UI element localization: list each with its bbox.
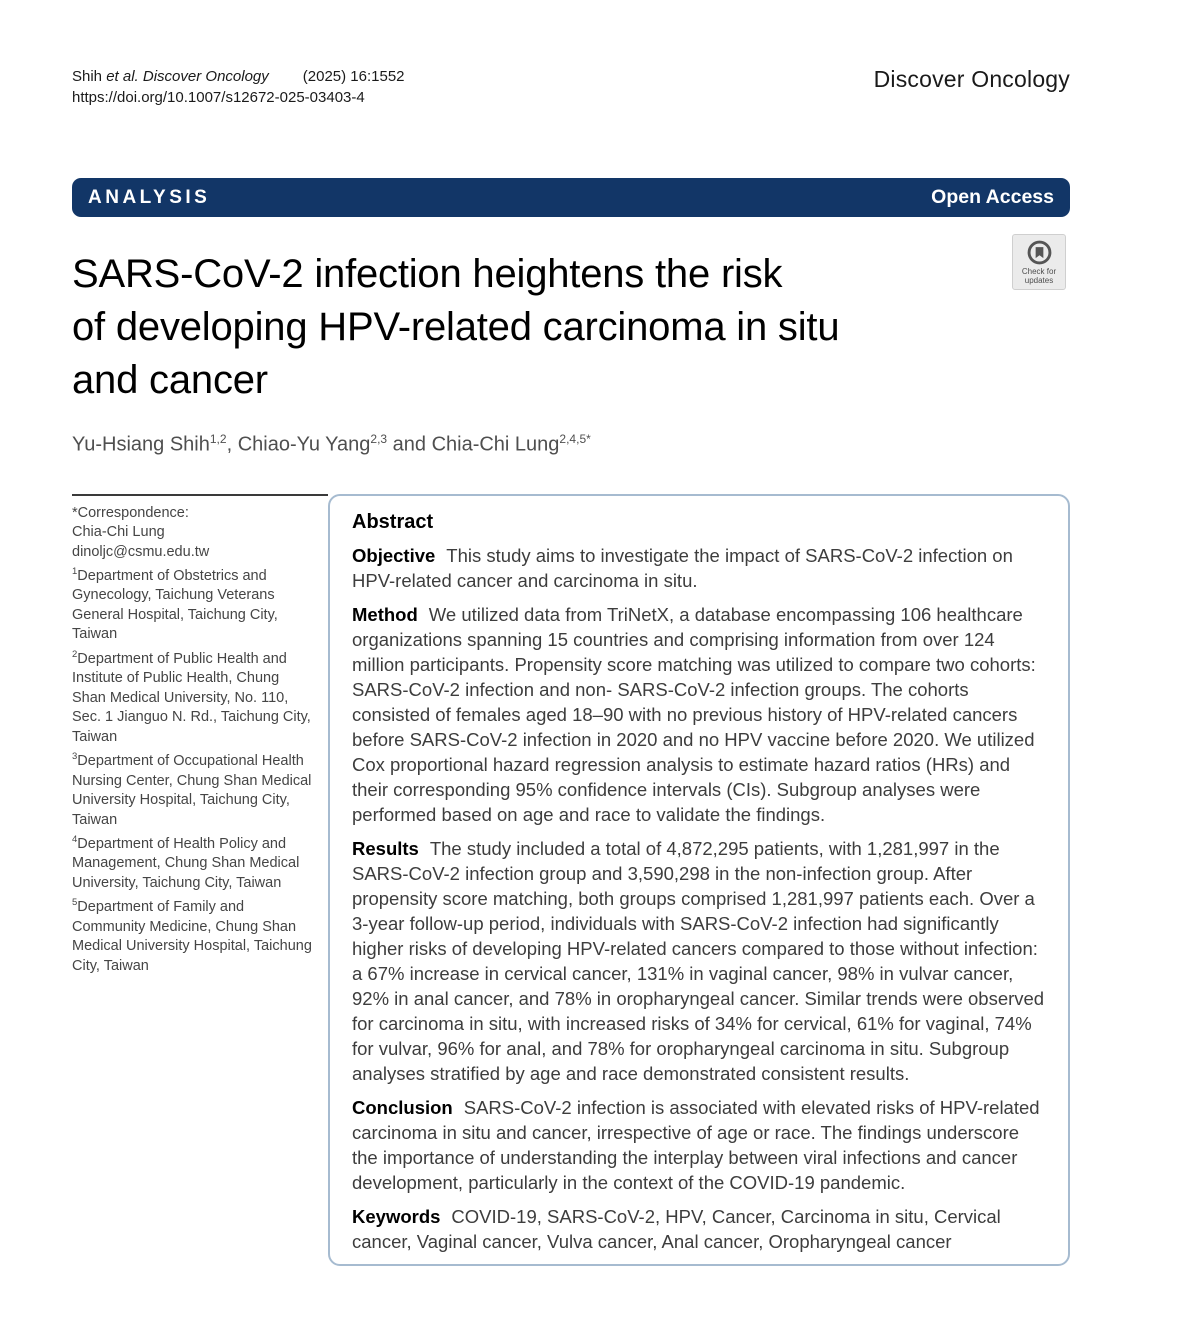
abstract-section-label: Method xyxy=(352,603,418,625)
author-affiliation-sup: 1,2 xyxy=(209,432,227,446)
author-affiliation-sup: 2,4,5* xyxy=(559,432,591,446)
author-affiliation-sup: 2,3 xyxy=(370,432,388,446)
check-updates-text: Check for updates xyxy=(1021,266,1057,285)
open-access-label: Open Access xyxy=(931,186,1054,208)
correspondent-email: dinoljc@csmu.edu.tw xyxy=(72,543,210,560)
abstract-section-results: Results The study included a total of 4,872,295 patients, with 1,281,997 in the SARS-CoV-2 infection group and 3,590,298 in the non-infection group. After propensity score matching, both groups comprised 1,281,997 patients each. Over a 3-year follow-up period, individuals with SARS-CoV-2 infection had significantly higher risks of developing HPV-related cancers compared to those without infection: a 67% increase in cervical cancer, 131% in vaginal cancer, 98% in vulvar cancer, 92% in anal cancer, and 78% in oropharyngeal cancer. Similar trends were observed for carcinoma in situ, with increased risks of 34% for cervical, 61% for vaginal, 74% for vulvar, 96% for anal, and 78% for oropharyngeal carcinoma in situ. Subgroup analyses stratified by age and race demonstrated consistent results. xyxy=(352,837,1045,1084)
authors-line: Yu-Hsiang Shih$^{1,2}$, Chiao-Yu Yang$^{2,3}$ and Chia-Chi Lung$^{2,4,5*}$ xyxy=(72,432,591,456)
affiliation-item: $^4$Department of Health Policy and Management, Chung Shan Medical University, Taichung City, Taiwan xyxy=(72,834,300,891)
article-type-label: ANALYSIS xyxy=(88,186,211,208)
abstract-heading: Abstract xyxy=(352,510,434,533)
abstract-box xyxy=(328,494,1070,1266)
crossmark-icon xyxy=(1027,240,1052,265)
article-title xyxy=(72,248,972,407)
doi-link: https://doi.org/10.1007/s12672-025-03403-4 xyxy=(72,89,365,106)
content-row xyxy=(72,494,1070,1266)
page-header xyxy=(72,66,1070,108)
abstract-section-label: Conclusion xyxy=(352,1096,453,1118)
affiliation-item: $^1$Department of Obstetrics and Gynecology, Taichung Veterans General Hospital, Taichung City, Taiwan xyxy=(72,566,278,643)
journal-name: Discover Oncology xyxy=(873,66,1070,92)
abstract-section-label: Objective xyxy=(352,544,436,566)
abstract-section-conclusion: Conclusion SARS-CoV-2 infection is associated with elevated risks of HPV-related carcinoma in situ and cancer, irrespective of age or race. The findings underscore the importance of understanding the interplay between viral infections and cancer development, particularly in the context of the COVID-19 pandemic. xyxy=(352,1096,1040,1193)
affiliations-list xyxy=(72,562,314,976)
abstract-section-label: Results xyxy=(352,837,419,859)
citation-journal-italic: et al. Discover Oncology xyxy=(106,68,269,85)
correspondence-sidebar xyxy=(72,494,328,1266)
title-line: SARS-CoV-2 infection heightens the risk xyxy=(72,252,783,296)
affiliation-item: $^3$Department of Occupational Health Nursing Center, Chung Shan Medical University Hospital, Taichung City, Taiwan xyxy=(72,751,312,828)
abstract-sections xyxy=(352,543,1046,1254)
abstract-section-keywords: Keywords COVID-19, SARS-CoV-2, HPV, Cancer, Carcinoma in situ, Cervical cancer, Vaginal cancer, Vulva cancer, Anal cancer, Oropharyngeal cancer xyxy=(352,1205,1001,1252)
citation-volume: (2025) 16:1552 xyxy=(302,68,405,85)
article-type-banner xyxy=(72,178,1070,217)
abstract-section-label: Keywords xyxy=(352,1205,441,1227)
abstract-section-method: Method We utilized data from TriNetX, a database encompassing 106 healthcare organizations spanning 15 countries and comprising information from over 124 million participants. Propensity score matching was utilized to compare two cohorts: SARS-CoV-2 infection and non- SARS-CoV-2 infection groups. The cohorts consisted of females aged 18–90 with no previous history of HPV-related cancers before SARS-CoV-2 infection in 2020 and no HPV vaccine before 2020. We utilized Cox proportional hazard regression analysis to estimate hazard ratios (HRs) and their corresponding 95% confidence intervals (CIs). Subgroup analyses were performed based on age and race to validate the findings. xyxy=(352,603,1036,825)
citation-block xyxy=(72,66,405,108)
abstract-section-objective: Objective This study aims to investigate the impact of SARS-CoV-2 infection on HPV-related cancer and carcinoma in situ. xyxy=(352,544,1013,591)
citation-line xyxy=(72,66,405,87)
citation-authors: Shih xyxy=(72,68,107,85)
title-line: and cancer xyxy=(72,358,268,402)
affiliation-item: $^5$Department of Family and Community Medicine, Chung Shan Medical University Hospital, Taichung City, Taiwan xyxy=(72,897,312,974)
correspondence-label: *Correspondence: xyxy=(72,504,189,521)
correspondent-name: Chia-Chi Lung xyxy=(72,524,165,541)
title-line: of developing HPV-related carcinoma in situ xyxy=(72,305,840,349)
title-row xyxy=(72,248,1070,407)
check-for-updates-badge[interactable] xyxy=(1012,234,1066,290)
affiliation-item: $^2$Department of Public Health and Institute of Public Health, Chung Shan Medical University, No. 110, Sec. 1 Jianguo N. Rd., Taichung City, Taiwan xyxy=(72,648,311,745)
